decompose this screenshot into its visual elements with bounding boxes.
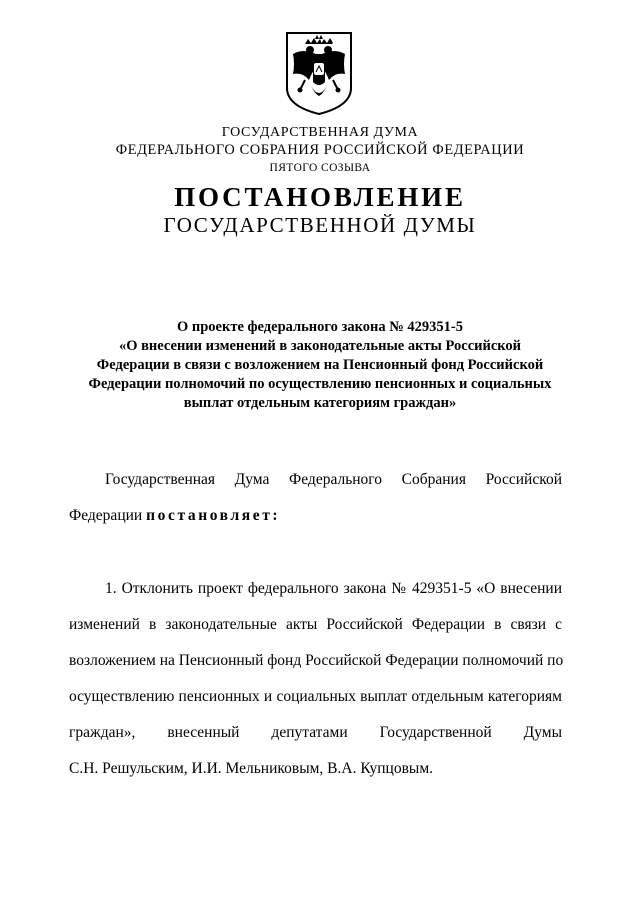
convocation: ПЯТОГО СОЗЫВА [269, 162, 371, 174]
subject-line: выплат отдельным категориям граждан» [183, 395, 457, 411]
document-issuer: ГОСУДАРСТВЕННОЙ ДУМЫ [163, 213, 477, 237]
subject-line: «О внесении изменений в законодательные акты Российской [118, 338, 522, 354]
clause-line: 1. Отклонить проект федерального закона № 429351-5 «О внесении [105, 580, 562, 597]
document-type: ПОСТАНОВЛЕНИЕ [174, 182, 466, 212]
document-subject [60, 318, 580, 413]
org-name-line2: ФЕДЕРАЛЬНОГО СОБРАНИЯ РОССИЙСКОЙ ФЕДЕРАЦИИ [115, 142, 525, 158]
preamble-line: Государственная Дума Федерального Собрания Российской [105, 471, 562, 488]
clause-line: возложением на Пенсионный фонд Российской Федерации полномочий по [69, 652, 564, 669]
clause-line: граждан», внесенный депутатами Государственной Думы [69, 724, 562, 741]
preamble-text: Федерации [69, 507, 147, 524]
subject-line: О проекте федерального закона № 429351-5 [176, 319, 464, 335]
subject-line: Федерации в связи с возложением на Пенсионный фонд Российской [96, 357, 544, 373]
clause-line: осуществлению пенсионных и социальных выплат отдельным категориям [69, 688, 562, 705]
coat-of-arms-icon [283, 30, 355, 116]
resolves-word: постановляет: [146, 507, 281, 524]
clause-line: С.Н. Решульским, И.И. Мельниковым, В.А. Купцовым. [69, 760, 434, 777]
org-name-line1: ГОСУДАРСТВЕННАЯ ДУМА [221, 125, 419, 140]
subject-line: Федерации полномочий по осуществлению пенсионных и социальных [88, 376, 552, 392]
preamble-line [69, 506, 562, 525]
clause-line: изменений в законодательные акты Российской Федерации в связи с [69, 616, 562, 633]
